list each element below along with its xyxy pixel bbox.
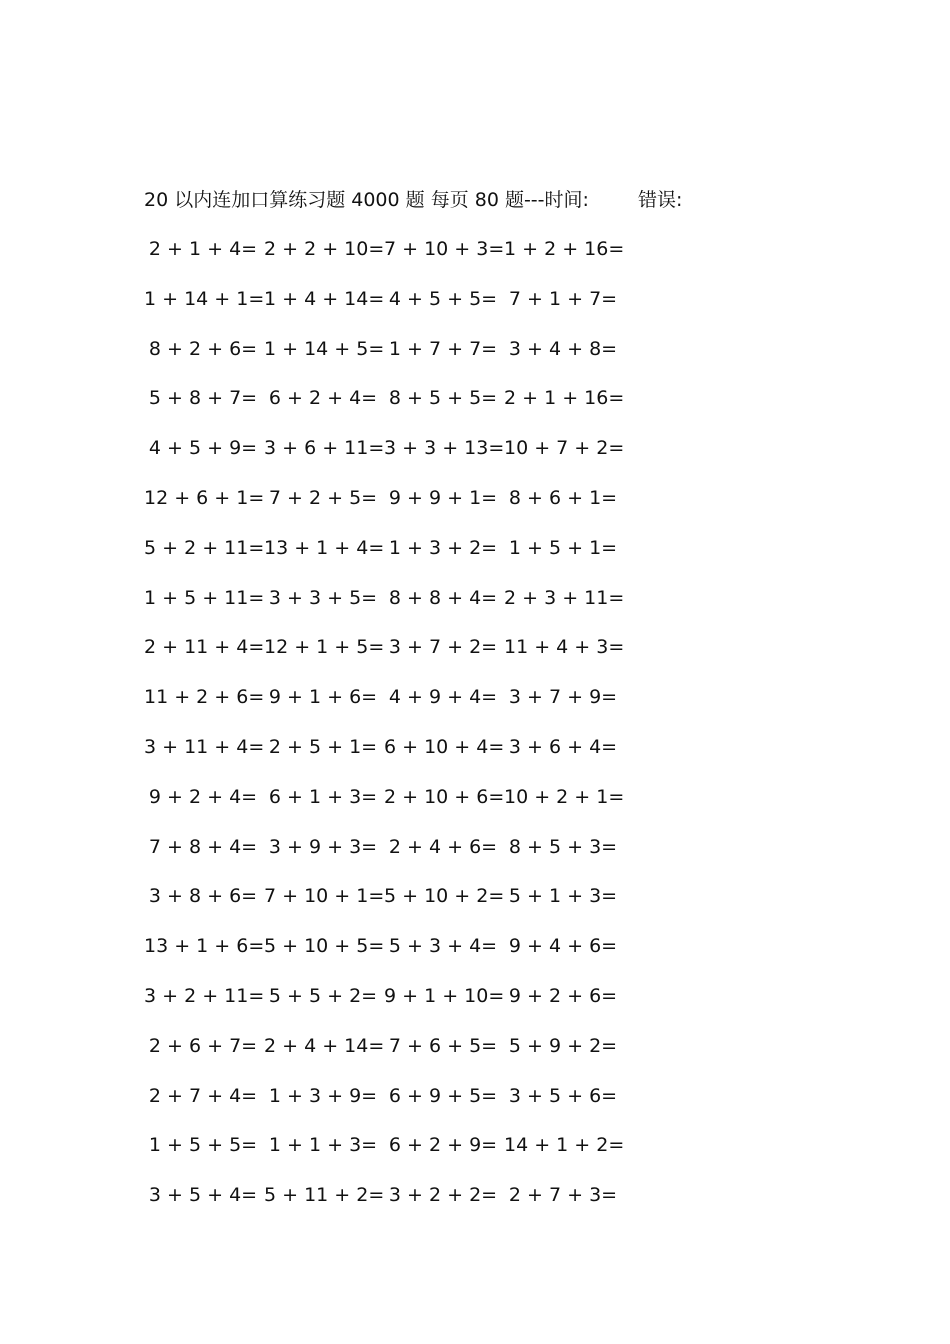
problem-item: 3 + 9 + 3= xyxy=(268,835,378,858)
problem-item: 1 + 14 + 5= xyxy=(264,337,385,360)
problem-row xyxy=(144,583,624,633)
problem-item: 4 + 5 + 5= xyxy=(388,287,498,310)
problem-item: 8 + 5 + 5= xyxy=(388,387,498,410)
problem-row xyxy=(144,632,624,682)
problem-item: 8 + 2 + 6= xyxy=(148,337,258,360)
problem-row xyxy=(144,334,624,384)
problem-item: 3 + 3 + 13= xyxy=(384,437,505,460)
problem-item: 2 + 3 + 11= xyxy=(504,586,625,609)
problem-row xyxy=(144,1130,624,1180)
problem-item: 5 + 8 + 7= xyxy=(148,387,258,410)
problem-item: 5 + 9 + 2= xyxy=(508,1034,618,1057)
problem-item: 7 + 10 + 3= xyxy=(384,238,505,260)
problem-item: 3 + 6 + 11= xyxy=(264,437,385,460)
problem-row xyxy=(144,483,624,533)
problem-item: 3 + 7 + 9= xyxy=(508,686,618,709)
problem-row xyxy=(144,1180,624,1230)
problem-row xyxy=(144,832,624,882)
problem-item: 4 + 5 + 9= xyxy=(148,437,258,460)
problem-item: 1 + 14 + 1= xyxy=(144,287,265,310)
problem-row xyxy=(144,433,624,483)
problem-item: 3 + 7 + 2= xyxy=(388,636,498,659)
problem-item: 4 + 9 + 4= xyxy=(388,686,498,709)
problem-item: 5 + 10 + 2= xyxy=(384,885,505,908)
problem-item: 6 + 2 + 4= xyxy=(268,387,378,410)
problem-item: 1 + 5 + 5= xyxy=(148,1134,258,1157)
problem-item: 2 + 4 + 14= xyxy=(264,1034,385,1057)
problem-item: 11 + 4 + 3= xyxy=(504,636,625,659)
problem-item: 14 + 1 + 2= xyxy=(504,1134,625,1157)
problem-item: 6 + 1 + 3= xyxy=(268,785,378,808)
problem-item: 3 + 2 + 2= xyxy=(388,1184,498,1207)
problem-row xyxy=(144,881,624,931)
problem-row xyxy=(144,782,624,832)
problem-item: 13 + 1 + 6= xyxy=(144,935,265,958)
problem-item: 8 + 8 + 4= xyxy=(388,586,498,609)
problem-item: 7 + 2 + 5= xyxy=(268,486,378,509)
problem-row xyxy=(144,533,624,583)
problem-row xyxy=(144,732,624,782)
problem-item: 9 + 1 + 10= xyxy=(384,984,505,1007)
problem-item: 2 + 10 + 6= xyxy=(384,785,505,808)
worksheet-header xyxy=(144,186,683,214)
problem-item: 2 + 6 + 7= xyxy=(148,1034,258,1057)
problem-item: 9 + 1 + 6= xyxy=(268,686,378,709)
problem-item: 2 + 1 + 4= xyxy=(148,238,258,260)
problem-item: 5 + 5 + 2= xyxy=(268,984,378,1007)
problem-item: 3 + 4 + 8= xyxy=(508,337,618,360)
problem-item: 9 + 2 + 6= xyxy=(508,984,618,1007)
problem-row xyxy=(144,931,624,981)
problem-item: 3 + 2 + 11= xyxy=(144,984,265,1007)
problem-item: 10 + 2 + 1= xyxy=(504,785,625,808)
problem-item: 9 + 9 + 1= xyxy=(388,486,498,509)
problem-item: 1 + 2 + 16= xyxy=(504,238,625,260)
problem-item: 2 + 7 + 4= xyxy=(148,1084,258,1107)
problem-item: 7 + 10 + 1= xyxy=(264,885,385,908)
worksheet-title: 20 以内连加口算练习题 4000 题 每页 80 题---时间: xyxy=(144,189,589,211)
problem-row xyxy=(144,1031,624,1081)
problem-item: 1 + 1 + 3= xyxy=(268,1134,378,1157)
problem-item: 13 + 1 + 4= xyxy=(264,536,385,559)
problem-item: 1 + 5 + 1= xyxy=(508,536,618,559)
problem-item: 1 + 5 + 11= xyxy=(144,586,265,609)
problem-item: 1 + 3 + 2= xyxy=(388,536,498,559)
problem-item: 11 + 2 + 6= xyxy=(144,686,265,709)
problem-item: 9 + 2 + 4= xyxy=(148,785,258,808)
problem-item: 3 + 8 + 6= xyxy=(148,885,258,908)
problem-item: 5 + 2 + 11= xyxy=(144,536,265,559)
problem-item: 3 + 11 + 4= xyxy=(144,735,265,758)
problem-item: 1 + 4 + 14= xyxy=(264,287,385,310)
problem-row xyxy=(144,284,624,334)
problem-item: 2 + 7 + 3= xyxy=(508,1184,618,1207)
problem-item: 1 + 3 + 9= xyxy=(268,1084,378,1107)
problem-item: 8 + 6 + 1= xyxy=(508,486,618,509)
problem-item: 6 + 10 + 4= xyxy=(384,735,505,758)
errors-label: 错误: xyxy=(638,189,683,211)
problem-item: 2 + 1 + 16= xyxy=(504,387,625,410)
problem-item: 2 + 2 + 10= xyxy=(264,238,385,260)
problem-item: 5 + 1 + 3= xyxy=(508,885,618,908)
problem-item: 6 + 9 + 5= xyxy=(388,1084,498,1107)
problem-item: 5 + 11 + 2= xyxy=(264,1184,385,1207)
problem-row xyxy=(144,383,624,433)
problem-row xyxy=(144,682,624,732)
problem-row xyxy=(144,981,624,1031)
problem-item: 2 + 5 + 1= xyxy=(268,735,378,758)
problem-item: 10 + 7 + 2= xyxy=(504,437,625,460)
problem-row xyxy=(144,1081,624,1131)
problem-item: 8 + 5 + 3= xyxy=(508,835,618,858)
problem-item: 3 + 5 + 4= xyxy=(148,1184,258,1207)
problem-item: 3 + 3 + 5= xyxy=(268,586,378,609)
problem-item: 9 + 4 + 6= xyxy=(508,935,618,958)
problem-item: 3 + 5 + 6= xyxy=(508,1084,618,1107)
problem-item: 5 + 10 + 5= xyxy=(264,935,385,958)
problem-item: 5 + 3 + 4= xyxy=(388,935,498,958)
problem-item: 7 + 6 + 5= xyxy=(388,1034,498,1057)
problem-item: 7 + 1 + 7= xyxy=(508,287,618,310)
problem-grid xyxy=(144,234,624,1230)
problem-item: 12 + 6 + 1= xyxy=(144,486,265,509)
problem-row xyxy=(144,234,624,284)
problem-item: 3 + 6 + 4= xyxy=(508,735,618,758)
problem-item: 1 + 7 + 7= xyxy=(388,337,498,360)
problem-item: 12 + 1 + 5= xyxy=(264,636,385,659)
problem-item: 6 + 2 + 9= xyxy=(388,1134,498,1157)
problem-item: 7 + 8 + 4= xyxy=(148,835,258,858)
problem-item: 2 + 11 + 4= xyxy=(144,636,265,659)
problem-item: 2 + 4 + 6= xyxy=(388,835,498,858)
